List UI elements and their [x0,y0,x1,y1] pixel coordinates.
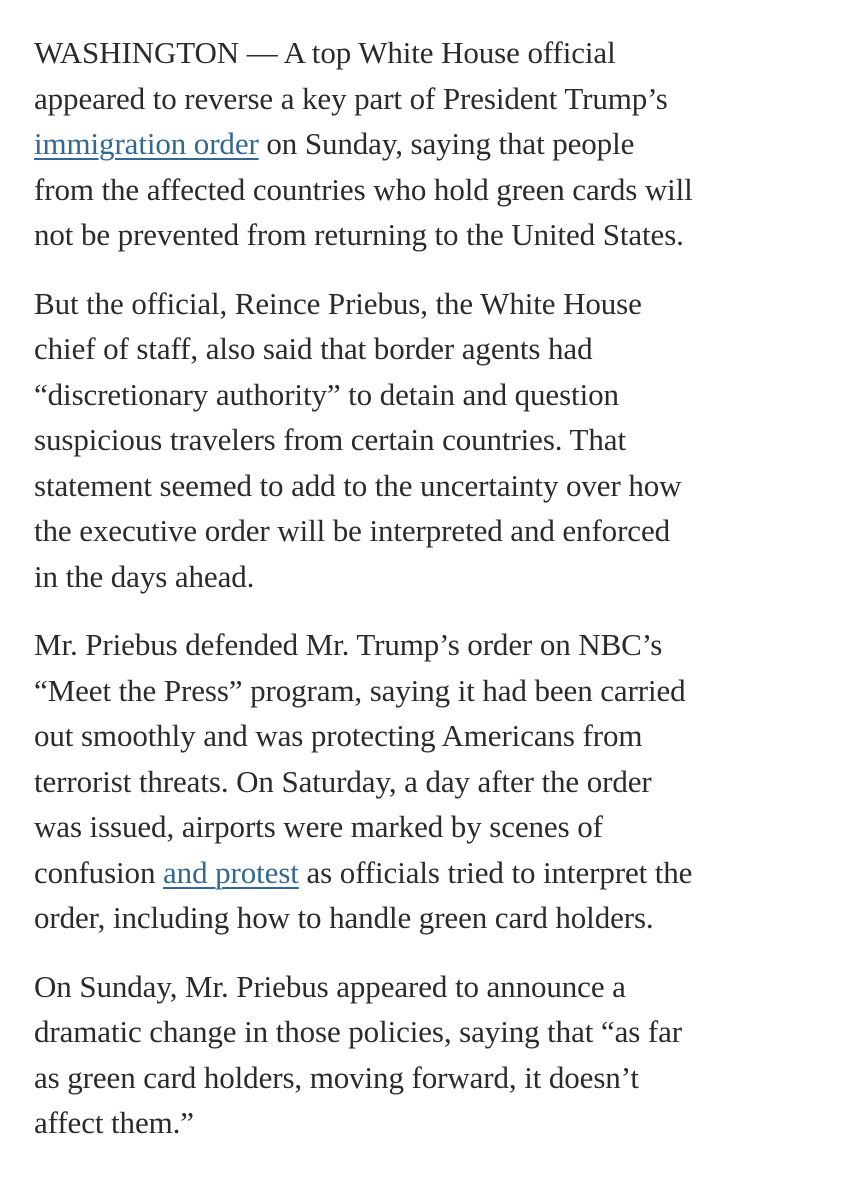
text-line: order, including how to handle green card holders. [34,900,654,935]
text-line: On Sunday, Mr. Priebus appeared to announce a [34,968,626,1004]
paragraph-2 [34,281,814,600]
text-fragment: confusion [34,854,164,890]
text-fragment: as officials tried to interpret the [298,854,693,890]
paragraph-4 [34,964,814,1146]
text-fragment: on Sunday, saying that people [258,126,635,161]
text-line: appeared to reverse a key part of President Trump’s [34,80,668,116]
text-line: terrorist threats. On Saturday, a day after the order [34,763,652,799]
text-line: statement seemed to add to the uncertainty over how [34,467,682,503]
text-line: in the days ahead. [34,558,255,594]
text-line: affect them.” [34,1105,194,1140]
text-line: not be prevented from returning to the United States. [34,217,684,252]
text-line [34,850,814,896]
text-line: was issued, airports were marked by scenes of [34,809,603,844]
text-line: suspicious travelers from certain countries. That [34,422,626,457]
text-line: Mr. Priebus defended Mr. Trump’s order on NBC’s [34,627,663,662]
text-line: dramatic change in those policies, saying that “as far [34,1014,682,1049]
paragraph-3 [34,622,814,941]
text-line: “Meet the Press” program, saying it had been carried [34,672,686,708]
text-line: as green card holders, moving forward, it doesn’t [34,1059,639,1095]
immigration-order-link[interactable]: immigration order [34,126,259,161]
paragraph-1 [34,30,814,258]
text-line: the executive order will be interpreted and enforced [34,513,671,548]
text-line: WASHINGTON — A top White House official [34,35,616,70]
text-line: But the official, Reince Priebus, the White House [34,285,642,321]
text-line: from the affected countries who hold green cards will [34,171,693,207]
text-line [34,121,814,167]
text-line: chief of staff, also said that border agents had [34,331,593,366]
and-protest-link[interactable]: and protest [163,854,299,890]
text-line: “discretionary authority” to detain and question [34,376,619,412]
text-line: out smoothly and was protecting Americans from [34,718,643,753]
